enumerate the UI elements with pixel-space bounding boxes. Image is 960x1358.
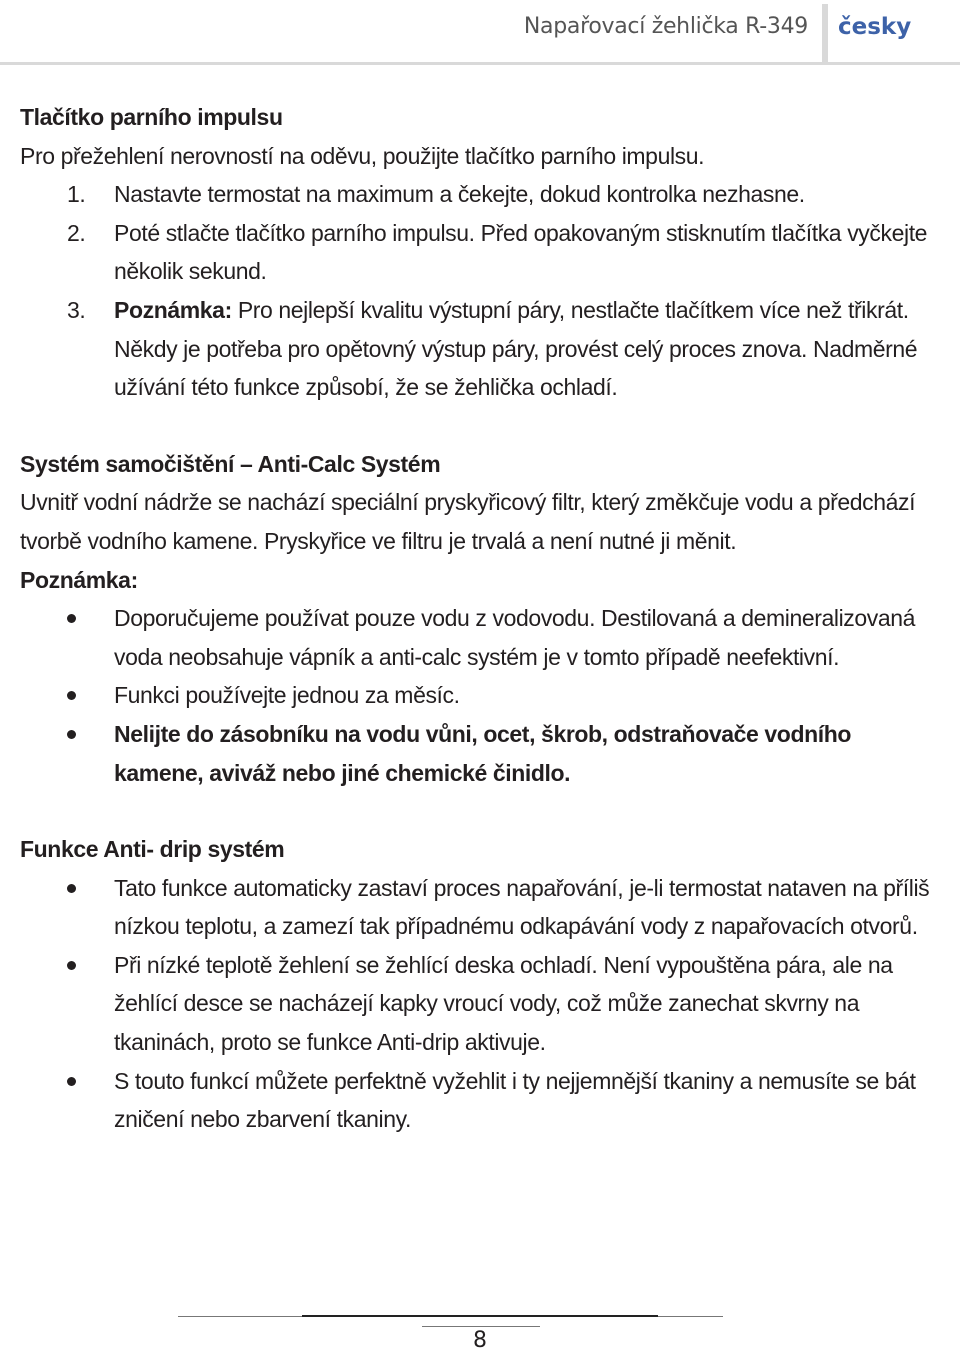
list-item (20, 715, 940, 792)
list-item (20, 599, 940, 676)
list-item (20, 291, 940, 407)
section-heading-steam-burst: Tlačítko parního impulsu (20, 104, 283, 130)
bullet-text: Při nízké teplotě žehlení se žehlící deska ochladí. Není vypouštěna pára, ale na žehlící desce se nacházejí kapky vroucí vody, což může zanechat skvrny na tkaninách, proto se funkce Anti-drip aktivuje. (114, 951, 893, 1056)
note-label: Poznámka: (114, 296, 232, 323)
bullet-text: Tato funkce automaticky zastaví proces napařování, je-li termostat nataven na příliš nízkou teplotu, a zamezí tak případnému odkapávání vody z napařovacích otvorů. (114, 874, 930, 940)
list-item (20, 1062, 940, 1139)
language-label: česky (838, 14, 912, 40)
steam-burst-intro: Pro přežehlení nerovností na oděvu, použijte tlačítko parního impulsu. (20, 142, 705, 169)
list-item (20, 869, 940, 946)
list-item (20, 946, 940, 1062)
anti-calc-body: Uvnitř vodní nádrže se nachází speciální pryskyřicový filtr, který změkčuje vodu a předchází tvorbě vodního kamene. Pryskyřice ve filtru je trvalá a není nutné ji měnit. (20, 489, 916, 554)
section-heading-anti-drip: Funkce Anti- drip systém (20, 836, 285, 863)
steam-burst-steps (20, 175, 940, 407)
header-divider (822, 4, 828, 62)
bullet-icon (67, 884, 76, 893)
step-number: 3. (67, 296, 86, 323)
bullet-icon (67, 614, 76, 623)
page-number: 8 (473, 1328, 487, 1353)
bullet-icon (67, 730, 76, 739)
footer-rule (178, 1316, 723, 1317)
anti-calc-notes (20, 599, 940, 792)
step-number: 2. (67, 219, 86, 246)
bullet-text: Doporučujeme používat pouze vodu z vodovodu. Destilovaná a demineralizovaná voda neobsahuje vápník a anti-calc systém je v tomto případě neefektivní. (114, 605, 916, 670)
step-number: 1. (67, 181, 86, 208)
list-item (20, 676, 940, 715)
step-text: Nastavte termostat na maximum a čekejte, dokud kontrolka nezhasne. (114, 181, 805, 208)
bullet-text: Funkci používejte jednou za měsíc. (114, 682, 460, 709)
page-content (20, 98, 940, 1139)
bullet-icon (67, 691, 76, 700)
list-item (20, 175, 940, 214)
bullet-icon (67, 961, 76, 970)
header-rule (0, 62, 960, 65)
bullet-icon (67, 1077, 76, 1086)
section-heading-anti-calc: Systém samočištění – Anti-Calc Systém (20, 450, 441, 477)
step-text: Pro nejlepší kvalitu výstupní páry, nestlačte tlačítkem více než třikrát. Někdy je potřeba pro opětovný výstup páry, provést celý proces znova. Nadměrné užívání této funkce způsobí, že se žehlička ochladí. (114, 296, 918, 401)
manual-title: Napařovací žehlička R-349 (523, 14, 808, 39)
footer-rule-short (422, 1326, 540, 1327)
note-heading: Poznámka: (20, 566, 138, 593)
step-text: Poté stlačte tlačítko parního impulsu. Před opakovaným stisknutím tlačítka vyčkejte několik sekund. (114, 219, 928, 285)
anti-drip-list (20, 869, 940, 1139)
bullet-text: Nelijte do zásobníku na vodu vůni, ocet, škrob, odstraňovače vodního kamene, aviváž nebo jiné chemické činidlo. (114, 720, 852, 786)
bullet-text: S touto funkcí můžete perfektně vyžehlit i ty nejjemnější tkaniny a nemusíte se bát zničení nebo zbarvení tkaniny. (114, 1067, 916, 1133)
list-item (20, 214, 940, 291)
